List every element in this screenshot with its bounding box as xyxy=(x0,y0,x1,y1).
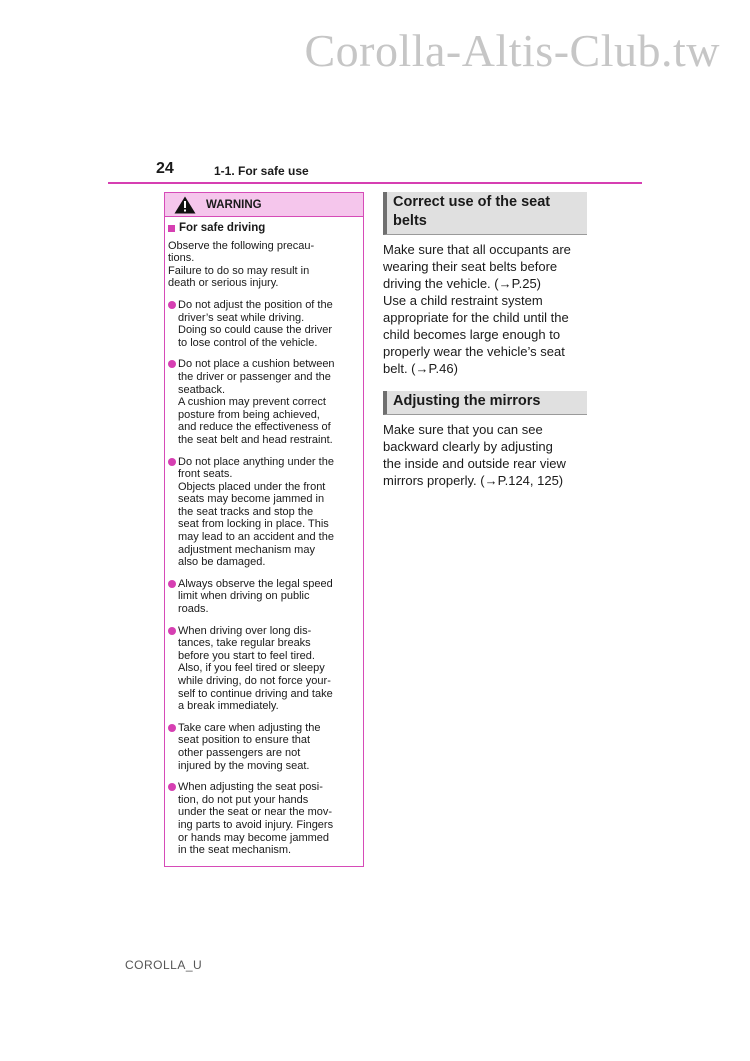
warning-bullet-text: Do not adjust the position of the driver’s seat while driving. Doing so could cause the driver to lose control of the vehicle. xyxy=(178,298,333,349)
warning-bullet xyxy=(168,299,359,349)
right-column xyxy=(383,192,587,489)
footer-code: COROLLA_U xyxy=(125,958,203,972)
warning-bullet-text: Do not place a cushion between the driver or passenger and the seatback. A cushion may prevent correct posture from being achieved, and reduce the effectiveness of the seat belt and head restraint. xyxy=(178,358,335,446)
bullet-dot-icon xyxy=(168,458,176,466)
warning-bullet-text: Do not place anything under the front seats. Objects placed under the front seats may become jammed in the seat tracks and stop the seat from locking in place. This may lead to an accident and the adjustment mechanism may also be damaged. xyxy=(178,455,334,569)
bullet-dot-icon xyxy=(168,783,176,791)
warning-body xyxy=(165,217,363,857)
mirrors-body: Make sure that you can see backward clearly by adjusting the inside and outside rear view mirrors properly. (→P.124, 125) xyxy=(383,422,566,488)
mirrors-heading: Adjusting the mirrors xyxy=(383,391,587,415)
warning-bullet xyxy=(168,722,359,772)
warning-triangle-icon xyxy=(174,196,196,214)
warning-bullet-text: Always observe the legal speed limit when driving on public roads. xyxy=(178,577,333,616)
page-header xyxy=(108,158,642,186)
watermark: Corolla-Altis-Club.tw xyxy=(304,25,720,76)
warning-bullet-text: When adjusting the seat posi- tion, do not put your hands under the seat or near the mov- ing parts to avoid injury. Fingers or hands may become jammed in the seat mechanism. xyxy=(178,781,334,857)
seat-belts-body: Make sure that all occupants are wearing their seat belts before driving the vehicle. (→P.25) Use a child restraint system appropriate for the child until the child becomes large enough to properly wear the vehicle’s seat belt. (→P.46) xyxy=(383,242,571,376)
warning-bullet xyxy=(168,625,359,713)
warning-subheading xyxy=(168,222,359,235)
page-number: 24 xyxy=(156,160,174,177)
bullet-dot-icon xyxy=(168,724,176,732)
warning-header xyxy=(165,193,363,217)
warning-bullet xyxy=(168,578,359,616)
warning-bullet-text: Take care when adjusting the seat position to ensure that other passengers are not injured by the moving seat. xyxy=(178,721,321,772)
warning-intro: Observe the following precau- tions. Failure to do so may result in death or serious injury. xyxy=(168,239,315,290)
warning-bullet-text: When driving over long dis- tances, take regular breaks before you start to feel tired. Also, if you feel tired or sleepy while driving, do not force your- self to continue driving and take a break immediately. xyxy=(178,624,333,713)
warning-box xyxy=(164,192,364,867)
warning-bullet xyxy=(168,456,359,569)
bullet-dot-icon xyxy=(168,360,176,368)
bullet-dot-icon xyxy=(168,301,176,309)
seat-belts-heading: Correct use of the seat belts xyxy=(383,192,587,235)
header-rule xyxy=(108,182,642,184)
bullet-dot-icon xyxy=(168,627,176,635)
warning-bullet xyxy=(168,358,359,446)
warning-bullet xyxy=(168,781,359,857)
square-bullet-icon xyxy=(168,225,175,232)
section-title: 1-1. For safe use xyxy=(214,164,309,178)
warning-title: WARNING xyxy=(206,198,262,211)
warning-subheading-text: For safe driving xyxy=(179,222,266,234)
bullet-dot-icon xyxy=(168,580,176,588)
